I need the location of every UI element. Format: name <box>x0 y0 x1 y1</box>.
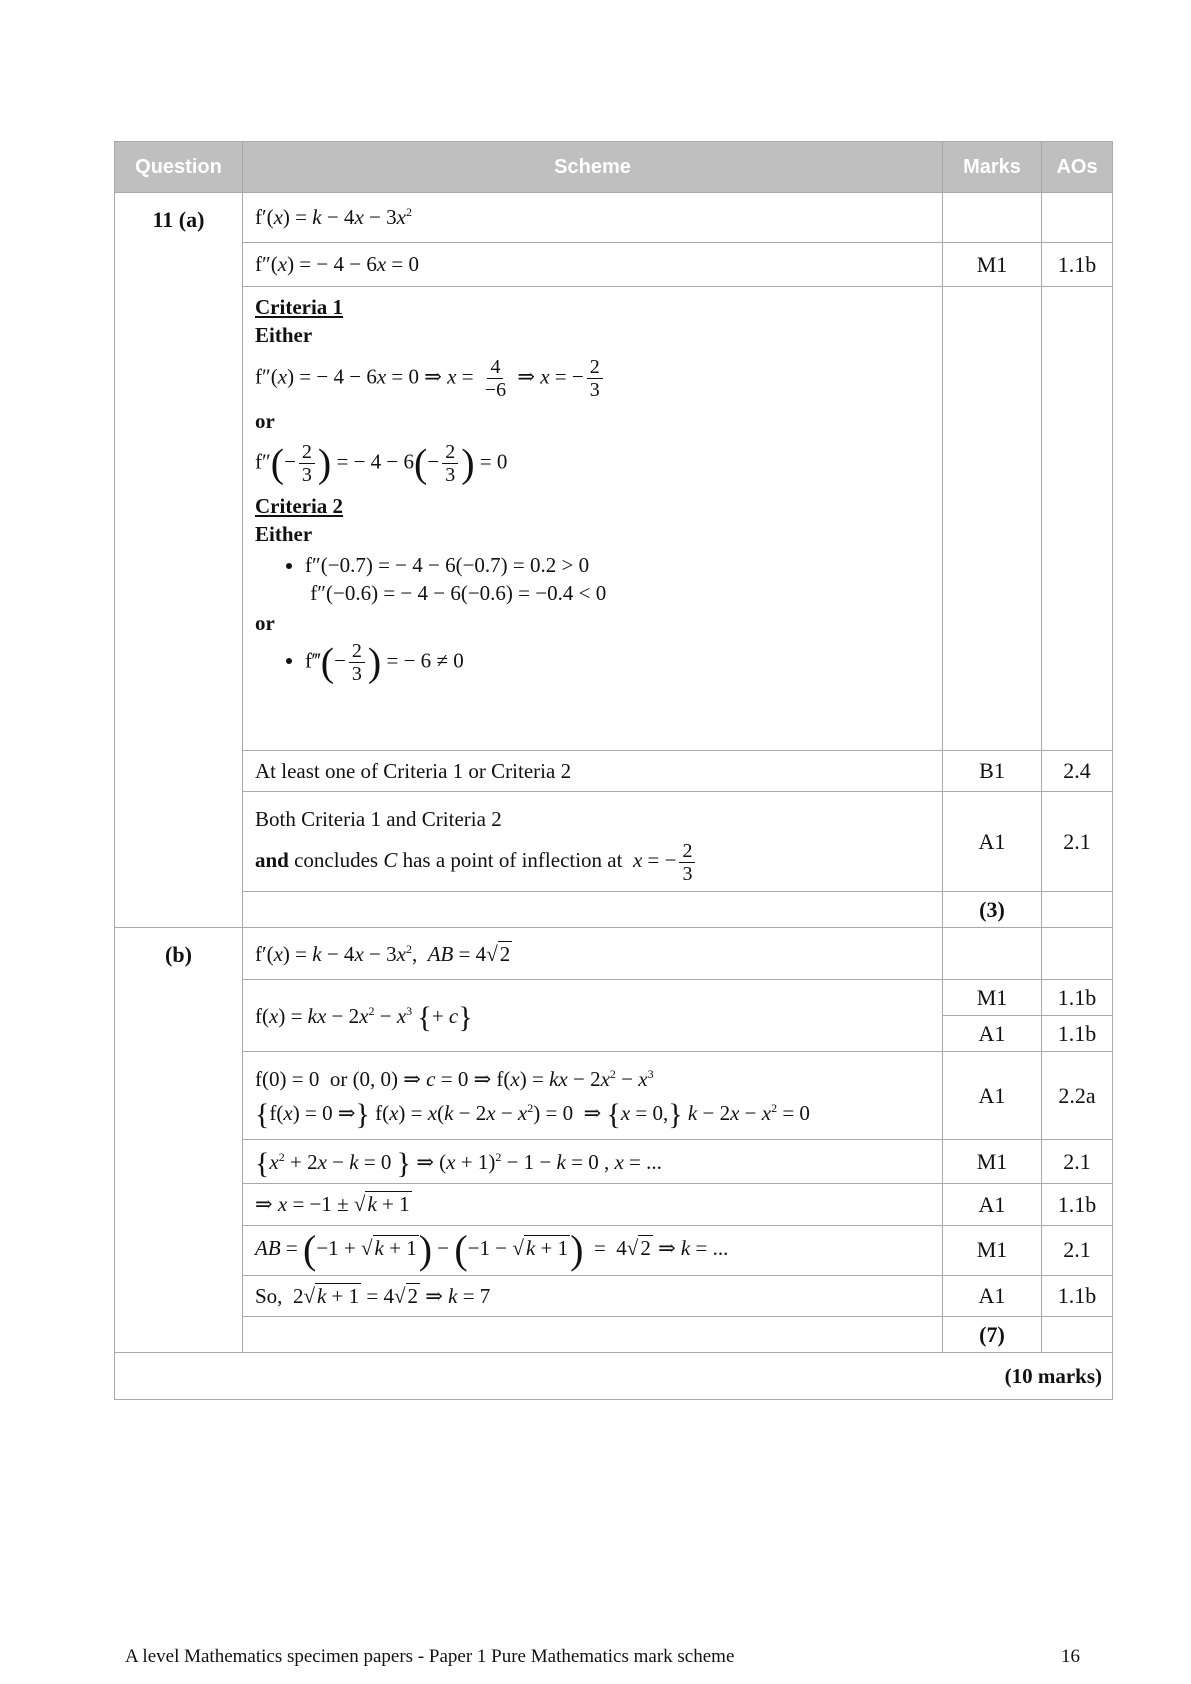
ao-cell <box>1042 193 1113 243</box>
ao-cell: 2.2a <box>1042 1052 1113 1140</box>
scheme-cell: {$x^2 + 2x - k = 0$ } ⇒ $(x + 1)^2 - 1 - k = 0$ , x = ... <box>243 1140 943 1184</box>
scheme-text-part: has a point of inflection at <box>397 847 623 872</box>
table-row <box>115 1317 1113 1353</box>
scheme-cell: At least one of Criteria 1 or Criteria 2 <box>243 751 943 792</box>
table-row <box>115 1225 1113 1275</box>
table-row <box>115 1184 1113 1225</box>
marks-cell: M1 <box>943 1140 1042 1184</box>
marks-subtotal: (7) <box>943 1317 1042 1353</box>
math-line: f″(− $\frac{2}{3}$ ) = − 4 − 6(− $\frac{2}{3}$ ) = 0 <box>255 440 508 487</box>
or-label: or <box>255 611 275 636</box>
scheme-text: Both Criteria 1 and Criteria 2 <box>255 807 502 832</box>
math-line: f″(x) = − 4 − 6x = 0 ⇒ x = $\frac{4}{-6}$ ⇒ x = − $\frac{2}{3}$ <box>255 356 930 401</box>
ao-cell: 2.4 <box>1042 751 1113 792</box>
ao-cell: 1.1b <box>1042 1275 1113 1316</box>
ao-cell <box>1042 928 1113 980</box>
marks-cell: A1 <box>943 1052 1042 1140</box>
total-marks: (10 marks) <box>115 1353 1113 1400</box>
table-row <box>115 792 1113 892</box>
table-row <box>115 193 1113 243</box>
table-row <box>115 928 1113 980</box>
scheme-cell: ⇒ x = −1 ± √k + 1 <box>243 1184 943 1225</box>
scheme-cell-criteria <box>243 287 943 751</box>
ao-cell: 2.1 <box>1042 1225 1113 1275</box>
header-row <box>115 142 1113 193</box>
marks-subtotal: (3) <box>943 892 1042 928</box>
marks-cell: A1 <box>943 1016 1042 1052</box>
table-row <box>115 1275 1113 1316</box>
marks-cell: A1 <box>943 1184 1042 1225</box>
scheme-cell <box>243 892 943 928</box>
header-question: Question <box>115 142 243 193</box>
ao-cell: 1.1b <box>1042 243 1113 287</box>
marks-cell <box>943 193 1042 243</box>
or-label: or <box>255 408 275 433</box>
page-number: 16 <box>1061 1646 1080 1667</box>
scheme-cell: So, 2√k + 1 = 4√2 ⇒ k = 7 <box>243 1275 943 1316</box>
bold-and: and <box>255 847 289 872</box>
ao-cell: 2.1 <box>1042 792 1113 892</box>
either-label: Either <box>255 522 313 547</box>
ao-cell: 1.1b <box>1042 1184 1113 1225</box>
ao-cell <box>1042 287 1113 751</box>
ao-cell: 2.1 <box>1042 1140 1113 1184</box>
marks-cell: M1 <box>943 980 1042 1016</box>
list-item: • f‴(− $\frac{2}{3}$ ) = − 6 ≠ 0 <box>305 640 930 685</box>
ao-cell <box>1042 1317 1113 1353</box>
scheme-cell <box>243 1052 943 1140</box>
marks-cell: M1 <box>943 243 1042 287</box>
question-label-a: 11 (a) <box>115 193 243 928</box>
scheme-cell: $f'(x) = k - 4x - 3x^2$, AB = 4√2 <box>243 928 943 980</box>
footer-title: A level Mathematics specimen papers - Paper 1 Pure Mathematics mark scheme <box>125 1646 735 1667</box>
question-label-b: (b) <box>115 928 243 1353</box>
marks-cell: A1 <box>943 792 1042 892</box>
table-row <box>115 287 1113 751</box>
page-footer <box>125 1646 1080 1668</box>
table-row <box>115 980 1113 1016</box>
marks-cell: A1 <box>943 1275 1042 1316</box>
scheme-text: and concludes C has a point of inflection at x = − $\frac{2}{3}$ <box>255 848 698 872</box>
so-label: So, <box>255 1283 283 1308</box>
scheme-cell: f″(x) = − 4 − 6x = 0 <box>243 243 943 287</box>
header-marks: Marks <box>943 142 1042 193</box>
marks-cell: M1 <box>943 1225 1042 1275</box>
criteria-1-heading: Criteria 1 <box>255 295 344 319</box>
header-scheme: Scheme <box>243 142 943 193</box>
marks-cell <box>943 928 1042 980</box>
math-line: f(0) = 0 or (0, 0) ⇒ c = 0 ⇒ f(x) = kx − $2x^2 - x^3$ <box>255 1066 654 1091</box>
scheme-cell: $f'(x) = k - 4x - 3x^2$ <box>243 193 943 243</box>
criteria-2-heading: Criteria 2 <box>255 494 344 519</box>
ao-cell: 1.1b <box>1042 1016 1113 1052</box>
scheme-cell: f(x) = kx − $2x^2 - x^3$ {+ c} <box>243 980 943 1052</box>
header-aos: AOs <box>1042 142 1113 193</box>
scheme-cell: AB = (−1 + √k + 1) − (−1 − √k + 1) = 4√2 ⇒ k = ... <box>243 1225 943 1275</box>
list-item: • f″(−0.7) = − 4 − 6(−0.7) = 0.2 > 0 f″(−0.6) = − 4 − 6(−0.6) = −0.4 < 0 <box>305 551 930 608</box>
bullet-list <box>285 551 930 608</box>
bullet-list <box>285 640 930 685</box>
marks-cell <box>943 287 1042 751</box>
scheme-cell <box>243 792 943 892</box>
either-label: Either <box>255 323 313 348</box>
marks-cell: B1 <box>943 751 1042 792</box>
total-row <box>115 1353 1113 1400</box>
table-row <box>115 1052 1113 1140</box>
curve-label: C <box>383 847 398 872</box>
ao-cell <box>1042 892 1113 928</box>
scheme-text-part: concludes <box>288 847 384 872</box>
table-row <box>115 1140 1113 1184</box>
table-row <box>115 243 1113 287</box>
ao-cell: 1.1b <box>1042 980 1113 1016</box>
table-row <box>115 751 1113 792</box>
scheme-cell <box>243 1317 943 1353</box>
table-row <box>115 892 1113 928</box>
mark-scheme-sheet <box>114 141 1112 1400</box>
mark-scheme-table <box>114 141 1113 1400</box>
math-line: {f(x) = 0 ⇒} $f(x) = x(k - 2x - x^2) = 0$ ⇒ {x = 0,} $k - 2x - x^2 = 0$ <box>255 1098 810 1132</box>
